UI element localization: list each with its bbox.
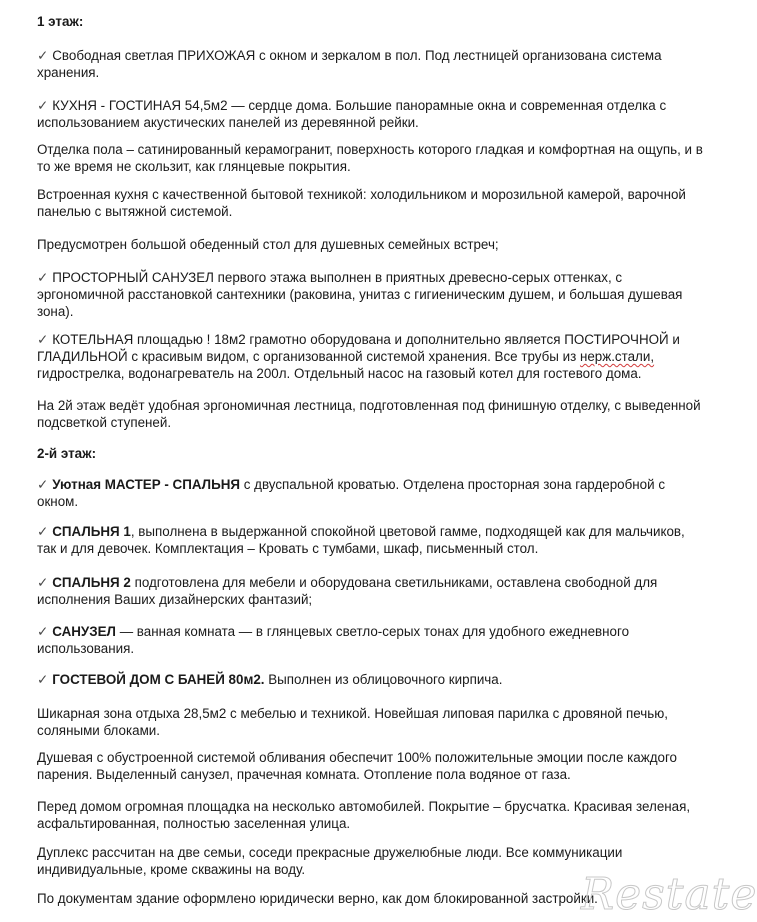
built-in-kitchen-paragraph: Встроенная кухня с качественной бытовой техникой: холодильником и морозильной камерой, варочной панелью с вытяжной системой. <box>37 187 686 219</box>
checkmark-icon: ✓ <box>37 48 49 63</box>
checkmark-icon: ✓ <box>37 575 49 590</box>
checkmark-icon: ✓ <box>37 624 49 639</box>
floor-finish-paragraph: Отделка пола – сатинированный керамогранит, поверхность которого гладкая и комфортная на ощупь, и в то же время не скользит, как глянцевые покрытия. <box>37 142 703 174</box>
boiler-room-paragraph: ✓ КОТЕЛЬНАЯ площадью ! 18м2 грамотно оборудована и дополнительно является ПОСТИРОЧНОЙ и ГЛАДИЛЬНОЙ с красивым видом, с организованной системой хранения. Все трубы из нерж.стали, гидрострелка, водонагреватель на 200л. Отдельный насос на газовый котел для гостевого дома. <box>37 332 680 381</box>
checkmark-icon: ✓ <box>37 477 49 492</box>
duplex-paragraph: Дуплекс рассчитан на две семьи, соседи прекрасные дружелюбные люди. Все коммуникации индивидуальные, кроме скважины на воду. <box>37 845 623 877</box>
yard-paragraph: Перед домом огромная площадка на несколько автомобилей. Покрытие – брусчатка. Красивая зеленая, асфальтированная, полностью заселенная улица. <box>37 799 691 831</box>
dining-table-paragraph: Предусмотрен большой обеденный стол для душевных семейных встреч; <box>37 237 499 252</box>
master-bedroom-paragraph: ✓ Уютная МАСТЕР - СПАЛЬНЯ с двуспальной кроватью. Отделена просторная зона гардеробной с окном. <box>37 477 666 509</box>
floor2-heading: 2-й этаж: <box>37 446 97 461</box>
checkmark-icon: ✓ <box>37 332 49 347</box>
checkmark-icon: ✓ <box>37 98 49 113</box>
floor1-heading: 1 этаж: <box>37 14 84 29</box>
checkmark-icon: ✓ <box>37 524 49 539</box>
restate-watermark-logo: Restate <box>581 869 757 920</box>
checkmark-icon: ✓ <box>37 672 49 687</box>
documents-paragraph: По документам здание оформлено юридически верно, как дом блокированной застройки. <box>37 891 598 906</box>
bathroom2-paragraph: ✓ САНУЗЕЛ — ванная комната — в глянцевых светло-серых тонах для удобного ежедневного использования. <box>37 624 630 656</box>
guest-house-paragraph: ✓ ГОСТЕВОЙ ДОМ С БАНЕЙ 80м2. Выполнен из облицовочного кирпича. <box>37 672 503 687</box>
shower-paragraph: Душевая с обустроенной системой обливания обеспечит 100% положительные эмоции после каждого парения. Выделенный санузел, прачечная комната. Отопление пола водяное от газа. <box>37 750 678 782</box>
bedroom2-paragraph: ✓ СПАЛЬНЯ 2 подготовлена для мебели и оборудована светильниками, оставлена свободной для исполнения Ваших дизайнерских фантазий; <box>37 575 658 607</box>
stairs-paragraph: На 2й этаж ведёт удобная эргономичная лестница, подготовленная под финишную отделку, с выведенной подсветкой ступеней. <box>37 398 701 430</box>
spellcheck-underline: нерж.стали, <box>579 349 655 364</box>
relax-zone-paragraph: Шикарная зона отдыха 28,5м2 с мебелью и техникой. Новейшая липовая парилка с дровяной печью, соляными блоками. <box>37 706 668 738</box>
checkmark-icon: ✓ <box>37 270 49 285</box>
kitchen-paragraph: ✓ КУХНЯ - ГОСТИНАЯ 54,5м2 — сердце дома. Большие панорамные окна и современная отделка с использованием акустических панелей из деревянной рейки. <box>37 98 667 130</box>
hall-paragraph: ✓ Свободная светлая ПРИХОЖАЯ с окном и зеркалом в пол. Под лестницей организована система хранения. <box>37 48 662 80</box>
bathroom1-paragraph: ✓ ПРОСТОРНЫЙ САНУЗЕЛ первого этажа выполнен в приятных древесно-серых оттенках, с эргономичной расстановкой сантехники (раковина, унитаз с гигиеническим душем, и большая душевая зона). <box>37 270 683 319</box>
bedroom1-paragraph: ✓ СПАЛЬНЯ 1, выполнена в выдержанной спокойной цветовой гамме, подходящей как для мальчиков, так и для девочек. Комплектация – Кровать с тумбами, шкаф, письменный стол. <box>37 524 685 556</box>
